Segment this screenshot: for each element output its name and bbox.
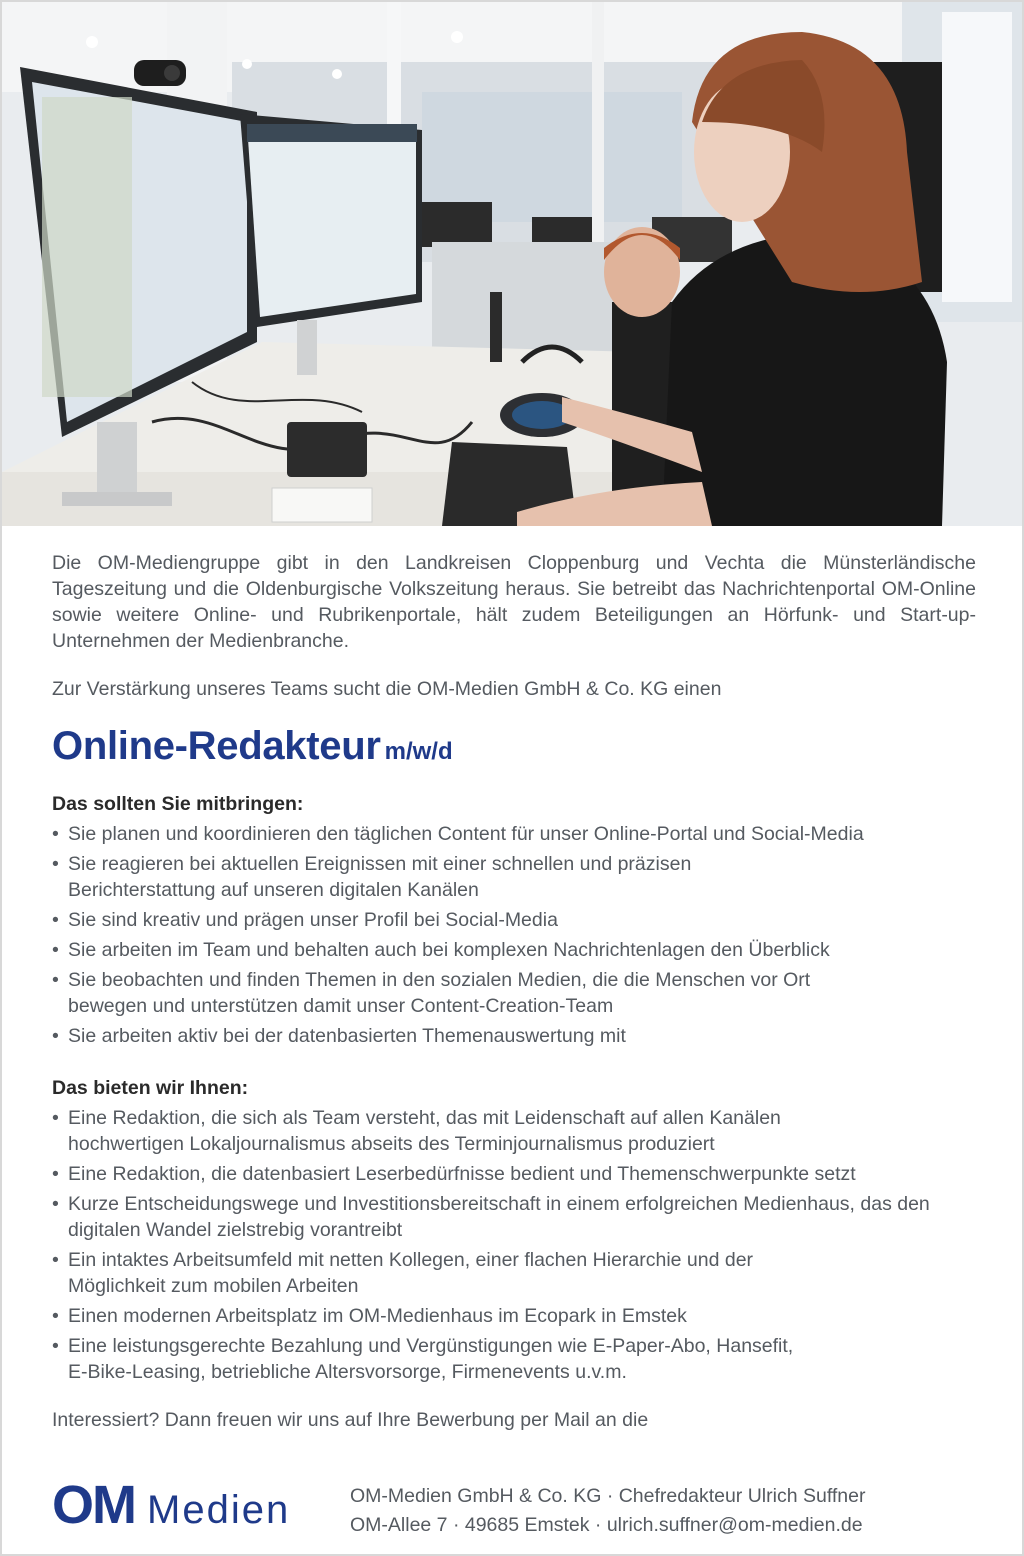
- contact-line-address[interactable]: OM-Allee 7 · 49685 Emstek · ulrich.suffner@om-medien.de: [350, 1514, 863, 1536]
- list-item: • Eine Redaktion, die datenbasiert Leserbedürfnisse bedient und Themenschwerpunkte setzt: [52, 1161, 976, 1187]
- list-item: • Sie beobachten und finden Themen in den sozialen Medien, die die Menschen vor Ort bewegen und unterstützen damit unser Content-Creation-Team: [52, 967, 976, 1019]
- logo-medien: Medien: [147, 1488, 291, 1532]
- requirements-list: [52, 821, 976, 1049]
- newsroom-photo: [2, 2, 1022, 526]
- list-item: • Ein intaktes Arbeitsumfeld mit netten Kollegen, einer flachen Hierarchie und der Möglichkeit zum mobilen Arbeiten: [52, 1247, 976, 1299]
- contact-info: [350, 1482, 865, 1540]
- list-item: • Einen modernen Arbeitsplatz im OM-Medienhaus im Ecopark in Emstek: [52, 1303, 976, 1329]
- list-item: • Eine Redaktion, die sich als Team versteht, das mit Leidenschaft auf allen Kanälen hochwertigen Lokaljournalismus abseits des Terminjournalismus produziert: [52, 1105, 976, 1157]
- list-item: • Sie reagieren bei aktuellen Ereignissen mit einer schnellen und präzisen Berichterstattung auf unseren digitalen Kanälen: [52, 851, 976, 903]
- logo-om: OM: [52, 1475, 135, 1535]
- list-item: • Sie arbeiten aktiv bei der datenbasierten Themenauswertung mit: [52, 1023, 976, 1049]
- company-intro: Die OM-Mediengruppe gibt in den Landkreisen Cloppenburg und Vechta die Münsterländische Tageszeitung und die Oldenburgische Volkszeitung heraus. Sie betreibt das Nachrichtenportal OM-Online sowie weitere Online- und Rubrikenportale, hält zudem Beteiligungen an Hörfunk- und Start-up-Unternehmen der Medienbranche.: [52, 552, 976, 652]
- job-title-main: Online-Redakteur: [52, 724, 381, 768]
- list-item: • Sie planen und koordinieren den täglichen Content für unser Online-Portal und Social-Media: [52, 821, 976, 847]
- list-item: • Sie sind kreativ und prägen unser Profil bei Social-Media: [52, 907, 976, 933]
- list-item: • Kurze Entscheidungswege und Investitionsbereitschaft in einem erfolgreichen Medienhaus, das den digitalen Wandel zielstrebig vorantreibt: [52, 1191, 976, 1243]
- job-title: [52, 724, 976, 769]
- lead-sentence: Zur Verstärkung unseres Teams sucht die OM-Medien GmbH & Co. KG einen: [52, 678, 722, 700]
- benefits-title: Das bieten wir Ihnen:: [52, 1077, 249, 1099]
- benefits-list: [52, 1105, 976, 1385]
- closing-sentence: Interessiert? Dann freuen wir uns auf Ihre Bewerbung per Mail an die: [52, 1409, 649, 1431]
- contact-line-company: OM-Medien GmbH & Co. KG · Chefredakteur Ulrich Suffner: [350, 1485, 866, 1507]
- om-medien-logo: [52, 1475, 291, 1535]
- job-title-suffix: m/w/d: [384, 738, 453, 765]
- newsroom-photo-illustration: [2, 2, 1022, 526]
- requirements-title: Das sollten Sie mitbringen:: [52, 793, 304, 815]
- footer: [52, 1476, 976, 1546]
- list-item: • Sie arbeiten im Team und behalten auch bei komplexen Nachrichtenlagen den Überblick: [52, 937, 976, 963]
- ad-content: [52, 550, 976, 1433]
- list-item: • Eine leistungsgerechte Bezahlung und Vergünstigungen wie E-Paper-Abo, Hansefit, E-Bike-Leasing, betriebliche Altersvorsorge, Firmenevents u.v.m.: [52, 1333, 976, 1385]
